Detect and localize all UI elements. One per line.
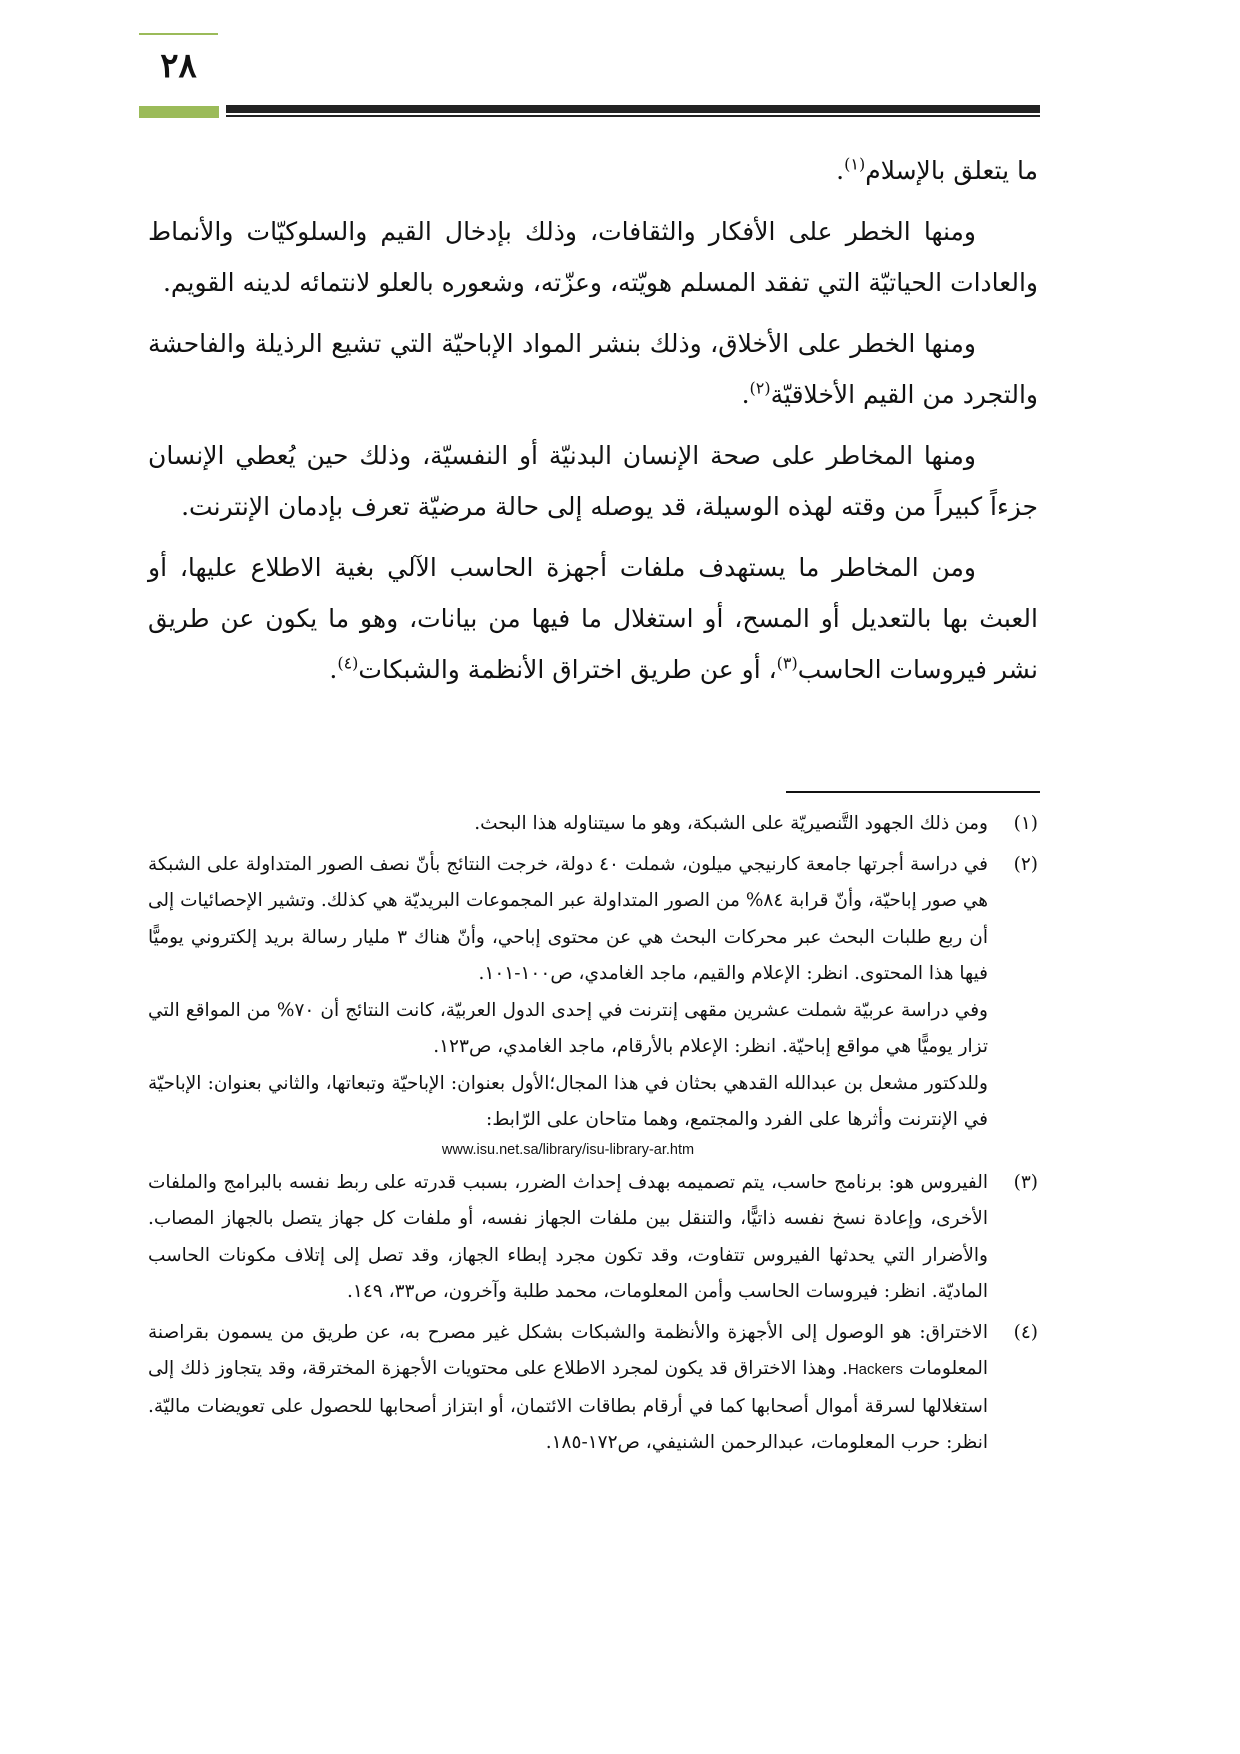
latin-term: Hackers [847, 1361, 903, 1378]
header-rule-thick [226, 105, 1040, 113]
page-number-top-rule [139, 33, 218, 35]
footnote-ref[interactable]: (٤) [337, 653, 359, 673]
footnotes [148, 806, 1038, 1462]
footnote-text: في دراسة أجرتها جامعة كارنيجي ميلون، شملت ٤٠ دولة، خرجت النتائج بأنّ نصف الصور المتداولة على الشبكة هي صور إباحيّة، وأنّ قرابة ٨٤% من الصور المتداولة عبر المجموعات البريديّة هي كذلك. وتشير الإحصائيات إلى أن ربع طلبات البحث عبر محركات البحث هي عن محتوى إباحي، وأنّ هناك ٣ مليار رسالة بريد إلكتروني يوميًّا فيها هذا المحتوى. انظر: الإعلام والقيم، ماجد الغامدي، ص١٠٠-١٠١. [148, 853, 988, 984]
paragraph: ومنها المخاطر على صحة الإنسان البدنيّة أو النفسيّة، وذلك حين يُعطي الإنسان جزءاً كبيراً من وقته لهذه الوسيلة، قد يوصله إلى حالة مرضيّة تعرف بإدمان الإنترنت. [148, 441, 1038, 521]
footnote-url-link[interactable]: www.isu.net.sa/library/isu-library-ar.htm [441, 1141, 695, 1158]
footnote-text: الاختراق: هو الوصول إلى الأجهزة والأنظمة والشبكات بشكل غير مصرح به، عن طريق من يسمون بقراصنة المعلومات Hackers. وهذا الاختراق قد يكون لمجرد الاطلاع على محتويات الأجهزة المخترقة، وقد يتجاوز ذلك إلى استغلالها لسرقة أموال أصحابها كما في أرقام بطاقات الائتمان، أو ابتزاز أصحابها للحصول على تعويضات ماليّة. انظر: حرب المعلومات، عبدالرحمن الشنيفي، ص١٧٢-١٨٥. [148, 1321, 988, 1453]
footnote-number: (٣) [1013, 1171, 1038, 1193]
footnote-separator [786, 791, 1040, 793]
footnote-ref[interactable]: (٣) [776, 653, 798, 673]
header-rule-thin [226, 115, 1040, 117]
footnote-number: (٤) [1013, 1321, 1038, 1343]
main-text [148, 145, 1038, 705]
footnote-2 [148, 847, 1038, 1161]
paragraph: ومن المخاطر ما يستهدف ملفات أجهزة الحاسب الآلي بغية الاطلاع عليها، أو العبث بها بالتعديل أو المسح، أو استغلال ما فيها من بيانات، وهو ما يكون عن طريق نشر فيروسات الحاسب$^{(٣)}$، أو عن طريق اختراق الأنظمة والشبكات$^{(٤)}$. [148, 553, 1038, 684]
footnote-ref[interactable]: (١) [844, 154, 866, 174]
footnote-3 [148, 1165, 1038, 1311]
footnote-text: الفيروس هو: برنامج حاسب، يتم تصميمه بهدف إحداث الضرر، بسبب قدرته على ربط نفسه بالبرامج والملفات الأخرى، وإعادة نسخ نفسه ذاتيًّا، والتنقل بين ملفات الجهاز نفسه، أو ملفات كل جهاز يتصل بالجهاز المصاب. والأضرار التي يحدثها الفيروس تتفاوت، وقد تكون مجرد إبطاء الجهاز، وقد تصل إلى إتلاف مكونات الحاسب الماديّة. انظر: فيروسات الحاسب وأمن المعلومات، محمد طلبة وآخرون، ص٣٣، ١٤٩. [148, 1171, 988, 1302]
header-accent-bar [139, 106, 219, 118]
paragraph: ومنها الخطر على الأفكار والثقافات، وذلك بإدخال القيم والسلوكيّات والأنماط والعادات الحياتيّة التي تفقد المسلم هويّته، وعزّته، وشعوره بالعلو لانتمائه لدينه القويم. [148, 217, 1038, 297]
page-number: ٢٨ [160, 46, 197, 86]
footnote-number: (١) [1013, 813, 1038, 834]
footnote-text: وللدكتور مشعل بن عبدالله القدهي بحثان في هذا المجال؛الأول بعنوان: الإباحيّة وتبعاتها، والثاني بعنوان: الإباحيّة في الإنترنت وأثرها على الفرد والمجتمع، وهما متاحان على الرّابط: [148, 1072, 988, 1130]
footnote-ref[interactable]: (٢) [749, 378, 771, 398]
paragraph: ومنها الخطر على الأخلاق، وذلك بنشر المواد الإباحيّة التي تشيع الرذيلة والفاحشة والتجرد من القيم الأخلاقيّة$^{(٢)}$. [148, 329, 1038, 409]
footnote-text: وفي دراسة عربيّة شملت عشرين مقهى إنترنت في إحدى الدول العربيّة، كانت النتائج أن ٧٠% من المواقع التي تزار يوميًّا هي مواقع إباحيّة. انظر: الإعلام بالأرقام، ماجد الغامدي، ص١٢٣. [148, 999, 988, 1057]
footnote-number: (٢) [1013, 853, 1038, 875]
footnote-text: ومن ذلك الجهود التَّنصيريّة على الشبكة، وهو ما سيتناوله هذا البحث. [474, 813, 988, 834]
footnote-1 [148, 806, 1038, 843]
footnote-4 [148, 1315, 1038, 1462]
paragraph: ما يتعلق بالإسلام$^{(١)}$. [836, 154, 1038, 185]
